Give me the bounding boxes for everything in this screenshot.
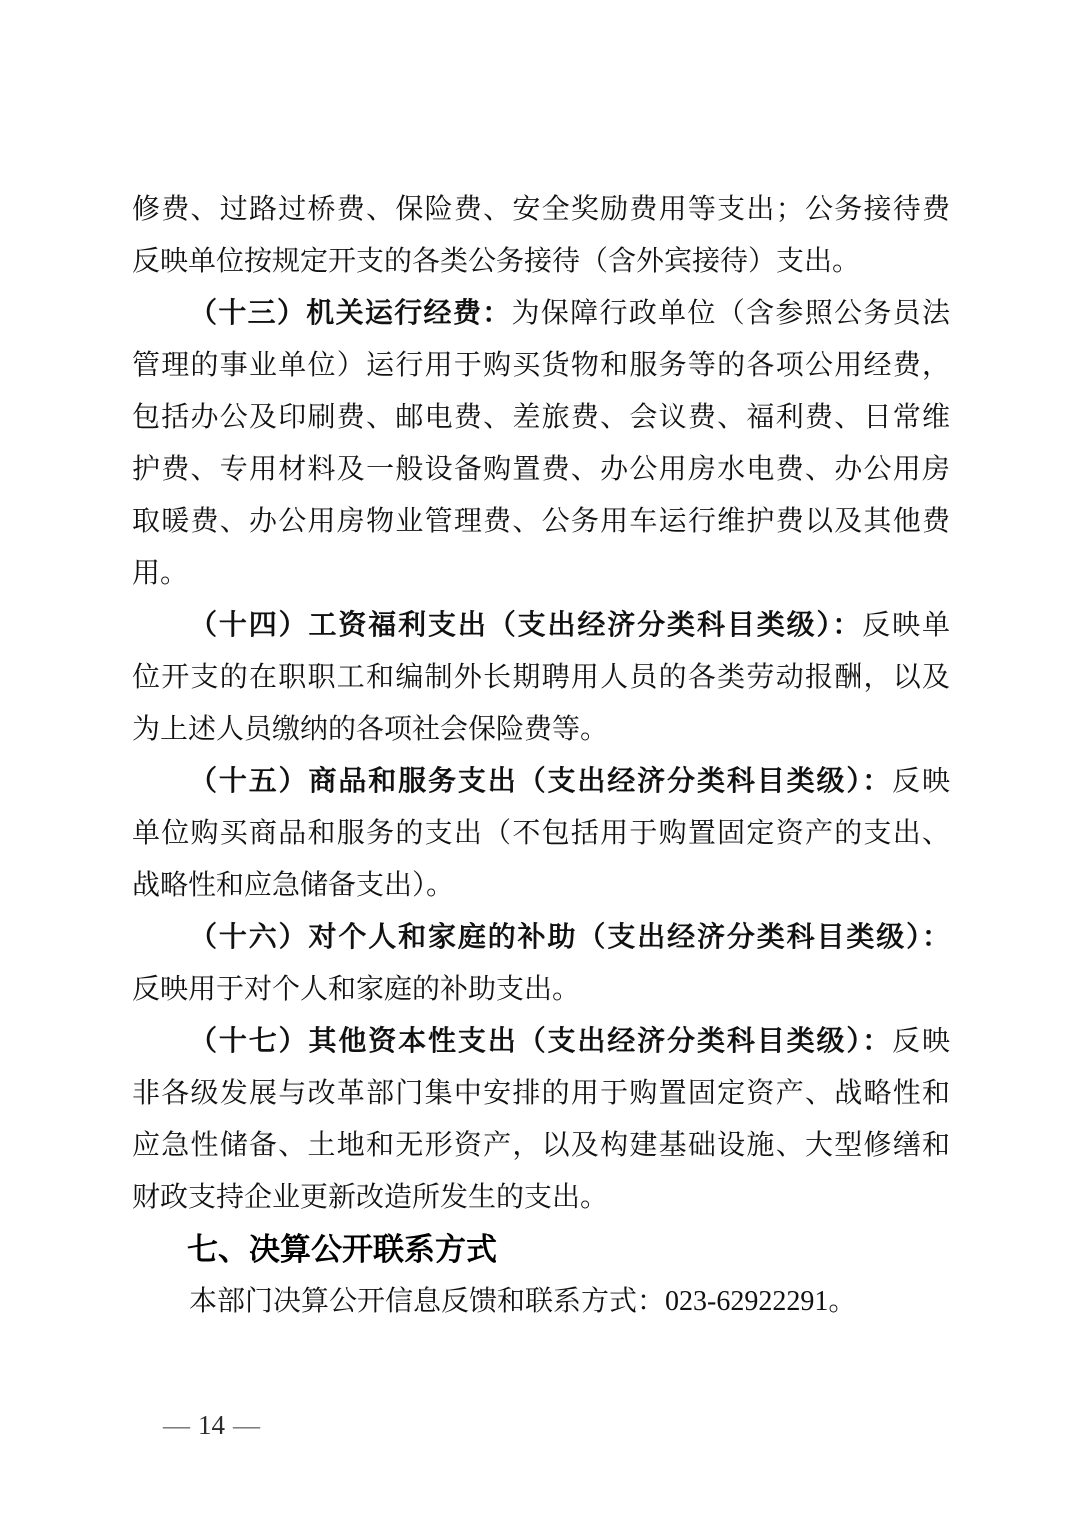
- text-line: [132, 340, 950, 392]
- emphasis-text: （十六）对个人和家庭的补助（支出经济分类科目类级）：: [189, 922, 950, 953]
- body-text: 非各级发展与改革部门集中安排的用于购置固定资产、战略性和: [132, 1078, 950, 1109]
- body-text: 修费、过路过桥费、保险费、安全奖励费用等支出；公务接待费: [132, 194, 950, 225]
- text-line: [132, 236, 950, 288]
- text-line: [132, 184, 950, 236]
- section-heading: [132, 1224, 950, 1276]
- footer-dash-left: —: [163, 1410, 190, 1440]
- text-line: [132, 288, 950, 340]
- body-text: 位开支的在职职工和编制外长期聘用人员的各类劳动报酬，以及: [132, 662, 950, 693]
- heading-text: 七、决算公开联系方式: [187, 1232, 497, 1267]
- text-line: [132, 1172, 950, 1224]
- body-text: 单位购买商品和服务的支出（不包括用于购置固定资产的支出、: [132, 818, 950, 849]
- text-line: [132, 912, 950, 964]
- text-line: [132, 1016, 950, 1068]
- emphasis-text: （十四）工资福利支出（支出经济分类科目类级）：: [189, 610, 863, 641]
- body-text: 财政支持企业更新改造所发生的支出。: [132, 1182, 609, 1213]
- body-text: 取暖费、办公用房物业管理费、公务用车运行维护费以及其他费: [132, 506, 950, 537]
- text-line: [132, 808, 950, 860]
- body-text: 为上述人员缴纳的各项社会保险费等。: [132, 714, 609, 745]
- text-line: [132, 704, 950, 756]
- page-footer: [163, 1405, 260, 1445]
- text-line: [132, 756, 950, 808]
- body-text: 本部门决算公开信息反馈和联系方式：023-62922291。: [189, 1286, 857, 1317]
- text-line: [132, 860, 950, 912]
- text-line: [132, 1120, 950, 1172]
- body-text: 应急性储备、土地和无形资产，以及构建基础设施、大型修缮和: [132, 1130, 950, 1161]
- body-text: 为保障行政单位（含参照公务员法: [511, 298, 950, 329]
- document-body: [132, 184, 950, 1328]
- emphasis-text: （十三）机关运行经费：: [189, 298, 512, 329]
- text-line: [132, 392, 950, 444]
- body-text: 反映单: [862, 610, 950, 641]
- body-text: 管理的事业单位）运行用于购买货物和服务等的各项公用经费，: [132, 350, 950, 381]
- text-line: [132, 444, 950, 496]
- footer-dash-right: —: [233, 1410, 260, 1440]
- text-line: [132, 1068, 950, 1120]
- body-text: 护费、专用材料及一般设备购置费、办公用房水电费、办公用房: [132, 454, 950, 485]
- body-text: 战略性和应急储备支出）。: [132, 870, 455, 901]
- emphasis-text: （十五）商品和服务支出（支出经济分类科目类级）：: [189, 766, 893, 797]
- body-text: 包括办公及印刷费、邮电费、差旅费、会议费、福利费、日常维: [132, 402, 950, 433]
- body-text: 反映: [892, 1026, 950, 1057]
- text-line: [132, 964, 950, 1016]
- body-text: 反映: [892, 766, 950, 797]
- emphasis-text: （十七）其他资本性支出（支出经济分类科目类级）：: [189, 1026, 893, 1057]
- text-line: [132, 496, 950, 548]
- text-line: [132, 600, 950, 652]
- text-line: [132, 652, 950, 704]
- body-text: 反映单位按规定开支的各类公务接待（含外宾接待）支出。: [132, 246, 861, 277]
- text-line: [132, 1276, 950, 1328]
- page-number: 14: [198, 1410, 225, 1440]
- body-text: 用。: [132, 558, 189, 589]
- text-line: [132, 548, 950, 600]
- body-text: 反映用于对个人和家庭的补助支出。: [132, 974, 581, 1005]
